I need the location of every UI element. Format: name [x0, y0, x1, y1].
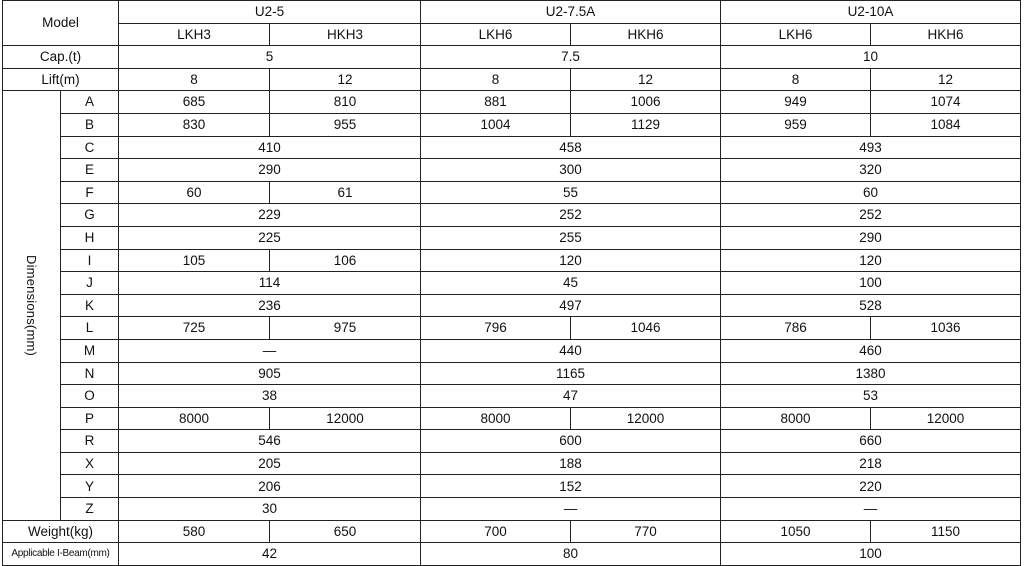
dimension-row-c: [3, 136, 1021, 159]
table-cell: 497: [421, 294, 721, 317]
table-cell: 8000: [721, 407, 871, 430]
table-cell: 440: [421, 339, 721, 362]
table-cell: 38: [119, 385, 421, 408]
table-cell: 685: [119, 91, 270, 114]
table-cell: 61: [270, 181, 421, 204]
table-cell: 12000: [871, 407, 1021, 430]
table-cell: 53: [721, 385, 1021, 408]
table-cell: 100: [721, 272, 1021, 295]
spec-table: [2, 0, 1021, 566]
dimension-letter: M: [61, 339, 119, 362]
table-cell: 220: [721, 475, 1021, 498]
dimension-row-o: [3, 385, 1021, 408]
table-cell: 252: [721, 204, 1021, 227]
table-cell: 1084: [871, 113, 1021, 136]
table-cell: 1006: [571, 91, 721, 114]
table-cell: 290: [721, 226, 1021, 249]
table-cell: 1380: [721, 362, 1021, 385]
header-row-2: [3, 23, 1021, 46]
dimension-row-a: [3, 91, 1021, 114]
dimension-row-j: [3, 272, 1021, 295]
table-cell: 955: [270, 113, 421, 136]
dimension-row-r: [3, 430, 1021, 453]
table-cell: 106: [270, 249, 421, 272]
table-cell: 1150: [871, 520, 1021, 543]
table-cell: 320: [721, 159, 1021, 182]
table-cell: 114: [119, 272, 421, 295]
table-cell: 252: [421, 204, 721, 227]
table-cell: 206: [119, 475, 421, 498]
table-cell: 47: [421, 385, 721, 408]
table-cell: 7.5: [421, 46, 721, 69]
dimension-letter: N: [61, 362, 119, 385]
table-cell: 300: [421, 159, 721, 182]
table-cell: 881: [421, 91, 571, 114]
table-cell: 8: [119, 68, 270, 91]
dimension-letter: I: [61, 249, 119, 272]
cap-label: Cap.(t): [3, 46, 119, 69]
table-cell: 218: [721, 452, 1021, 475]
dimension-letter: J: [61, 272, 119, 295]
dimension-letter: E: [61, 159, 119, 182]
table-cell: 225: [119, 226, 421, 249]
table-cell: 959: [721, 113, 871, 136]
model-type: LKH6: [721, 23, 871, 46]
dimension-row-l: [3, 317, 1021, 340]
table-cell: 458: [421, 136, 721, 159]
table-cell: 290: [119, 159, 421, 182]
table-cell: 205: [119, 452, 421, 475]
model-group-u2-7-5a: U2-7.5A: [421, 1, 721, 24]
dimension-row-m: [3, 339, 1021, 362]
dimension-letter: P: [61, 407, 119, 430]
ibeam-row: [3, 543, 1021, 566]
table-cell: 770: [571, 520, 721, 543]
table-cell: 600: [421, 430, 721, 453]
dimension-row-p: [3, 407, 1021, 430]
table-cell: 796: [421, 317, 571, 340]
table-cell: 120: [721, 249, 1021, 272]
table-cell: 12: [871, 68, 1021, 91]
table-cell: 493: [721, 136, 1021, 159]
dimension-row-e: [3, 159, 1021, 182]
table-cell: —: [119, 339, 421, 362]
dimension-letter: R: [61, 430, 119, 453]
dimension-row-k: [3, 294, 1021, 317]
model-type: HKH3: [270, 23, 421, 46]
table-cell: 100: [721, 543, 1021, 566]
lift-row: [3, 68, 1021, 91]
table-cell: 5: [119, 46, 421, 69]
table-cell: 546: [119, 430, 421, 453]
dimension-row-h: [3, 226, 1021, 249]
table-cell: 55: [421, 181, 721, 204]
table-cell: 460: [721, 339, 1021, 362]
table-cell: 8000: [421, 407, 571, 430]
table-cell: 12000: [270, 407, 421, 430]
table-cell: 60: [119, 181, 270, 204]
dimension-row-g: [3, 204, 1021, 227]
table-cell: 1036: [871, 317, 1021, 340]
model-type: HKH6: [871, 23, 1021, 46]
table-cell: 1129: [571, 113, 721, 136]
table-cell: 410: [119, 136, 421, 159]
table-cell: 60: [721, 181, 1021, 204]
table-cell: —: [721, 498, 1021, 521]
table-cell: 12: [270, 68, 421, 91]
model-group-u2-10a: U2-10A: [721, 1, 1021, 24]
table-cell: 12: [571, 68, 721, 91]
dimension-letter: L: [61, 317, 119, 340]
table-cell: 152: [421, 475, 721, 498]
table-cell: 45: [421, 272, 721, 295]
table-cell: 1050: [721, 520, 871, 543]
dimension-row-b: [3, 113, 1021, 136]
dimension-letter: G: [61, 204, 119, 227]
lift-label: Lift(m): [3, 68, 119, 91]
dimension-row-x: [3, 452, 1021, 475]
table-cell: 949: [721, 91, 871, 114]
table-cell: 810: [270, 91, 421, 114]
model-type: LKH3: [119, 23, 270, 46]
table-cell: 229: [119, 204, 421, 227]
dimension-letter: O: [61, 385, 119, 408]
table-cell: 8: [421, 68, 571, 91]
weight-label: Weight(kg): [3, 520, 119, 543]
table-cell: 236: [119, 294, 421, 317]
table-cell: 650: [270, 520, 421, 543]
table-cell: 905: [119, 362, 421, 385]
model-type: LKH6: [421, 23, 571, 46]
table-cell: 580: [119, 520, 270, 543]
model-group-u2-5: U2-5: [119, 1, 421, 24]
table-cell: 8: [721, 68, 871, 91]
dimension-letter: B: [61, 113, 119, 136]
dimension-row-n: [3, 362, 1021, 385]
table-cell: 30: [119, 498, 421, 521]
dimension-row-y: [3, 475, 1021, 498]
table-cell: 42: [119, 543, 421, 566]
table-cell: 786: [721, 317, 871, 340]
ibeam-label: Applicable I-Beam(mm): [3, 543, 119, 566]
table-cell: 528: [721, 294, 1021, 317]
table-cell: 1004: [421, 113, 571, 136]
dimension-letter: C: [61, 136, 119, 159]
table-cell: 10: [721, 46, 1021, 69]
dimensions-label-cell: [3, 91, 61, 520]
table-cell: 1074: [871, 91, 1021, 114]
table-cell: 8000: [119, 407, 270, 430]
table-cell: 660: [721, 430, 1021, 453]
table-cell: 255: [421, 226, 721, 249]
table-cell: 12000: [571, 407, 721, 430]
table-cell: 700: [421, 520, 571, 543]
dimension-letter: H: [61, 226, 119, 249]
dimensions-label: Dimensions(mm): [24, 255, 39, 357]
table-cell: 120: [421, 249, 721, 272]
table-cell: 1165: [421, 362, 721, 385]
dimension-letter: Z: [61, 498, 119, 521]
table-cell: 105: [119, 249, 270, 272]
table-cell: 830: [119, 113, 270, 136]
dimension-row-i: [3, 249, 1021, 272]
dimension-letter: F: [61, 181, 119, 204]
table-cell: 80: [421, 543, 721, 566]
dimension-row-z: [3, 498, 1021, 521]
table-cell: 1046: [571, 317, 721, 340]
cap-row: [3, 46, 1021, 69]
header-row-1: [3, 1, 1021, 24]
dimension-letter: K: [61, 294, 119, 317]
table-cell: 188: [421, 452, 721, 475]
table-cell: 725: [119, 317, 270, 340]
dimension-letter: Y: [61, 475, 119, 498]
dimension-letter: A: [61, 91, 119, 114]
model-label: Model: [3, 1, 119, 46]
table-cell: —: [421, 498, 721, 521]
dimension-row-f: [3, 181, 1021, 204]
table-cell: 975: [270, 317, 421, 340]
dimension-letter: X: [61, 452, 119, 475]
weight-row: [3, 520, 1021, 543]
model-type: HKH6: [571, 23, 721, 46]
